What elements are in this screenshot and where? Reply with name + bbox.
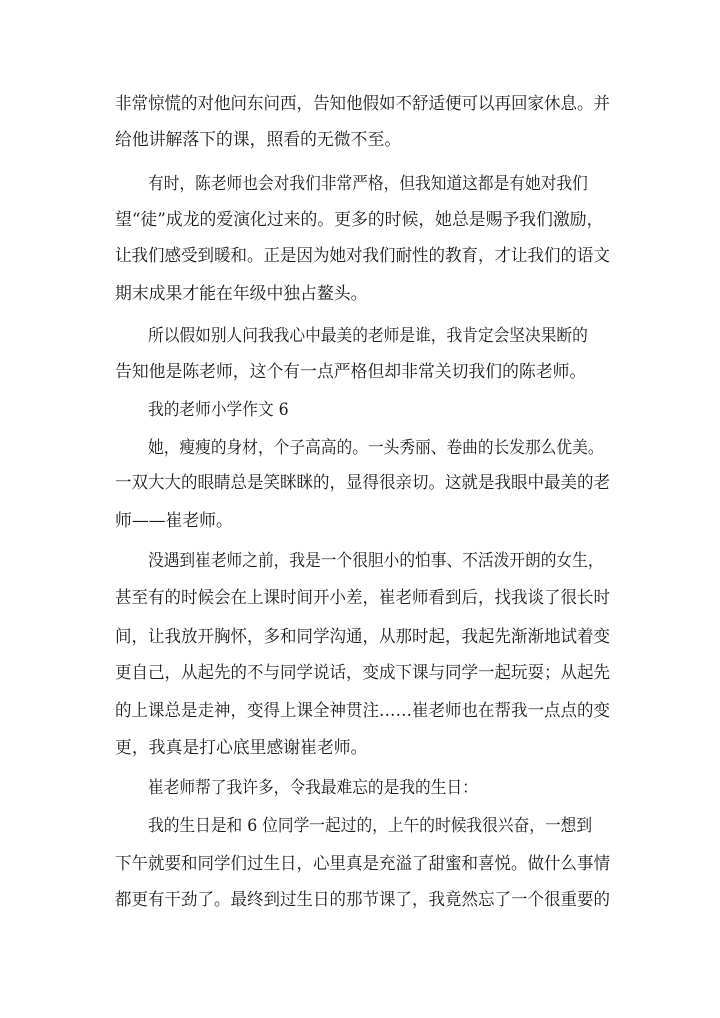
text-line: 给他讲解落下的课，照看的无微不至。 (115, 130, 402, 150)
text-line: 非常惊慌的对他问东问西，告知他假如不舒适便可以再回家休息。并 (115, 94, 611, 114)
section-heading: 我的老师小学作文 6 (148, 400, 289, 420)
text-line: 更，我真是打心底里感谢崔老师。 (115, 738, 368, 758)
text-line: 没遇到崔老师之前，我是一个很胆小的怕事、不活泼开朗的女生， (148, 551, 604, 571)
text-line: 有时，陈老师也会对我们非常严格，但我知道这都是有她对我们 (148, 174, 588, 194)
text-line: 她，瘦瘦的身材，个子高高的。一头秀丽、卷曲的长发那么优美。 (148, 438, 604, 458)
text-line: 让我们感受到暖和。正是因为她对我们耐性的教育，才让我们的语文 (115, 246, 611, 266)
text-line: 师——崔老师。 (115, 511, 233, 531)
text-line: 一双大大的眼睛总是笑眯眯的，显得很亲切。这就是我眼中最美的老 (115, 473, 611, 493)
text-line: 下午就要和同学们过生日，心里真是充溢了甜蜜和喜悦。做什么事情 (115, 854, 611, 874)
text-line: 的上课总是走神，变得上课全神贯注……崔老师也在帮我一点点的变 (115, 701, 611, 721)
text-line: 甚至有的时候会在上课时间开小差，崔老师看到后，找我谈了很长时 (115, 588, 611, 608)
text-line: 间，让我放开胸怀，多和同学沟通，从那时起，我起先渐渐地试着变 (115, 627, 611, 647)
text-line: 告知他是陈老师，这个有一点严格但却非常关切我们的陈老师。 (115, 362, 587, 382)
text-line: 所以假如别人问我我心中最美的老师是谁，我肯定会坚决果断的 (148, 326, 588, 346)
text-line: 都更有干劲了。最终到过生日的那节课了，我竟然忘了一个很重要的 (115, 890, 611, 910)
text-line: 崔老师帮了我许多，令我最难忘的是我的生日： (148, 778, 478, 798)
text-line: 期末成果才能在年级中独占鳌头。 (115, 284, 368, 304)
text-line: 我的生日是和 6 位同学一起过的，上午的时候我很兴奋，一想到 (148, 816, 593, 836)
text-line: 望“徒”成龙的爱演化过来的。更多的时候，她总是赐予我们激励， (115, 210, 604, 230)
text-line: 更自己，从起先的不与同学说话，变成下课与同学一起玩耍；从起先 (115, 663, 611, 683)
